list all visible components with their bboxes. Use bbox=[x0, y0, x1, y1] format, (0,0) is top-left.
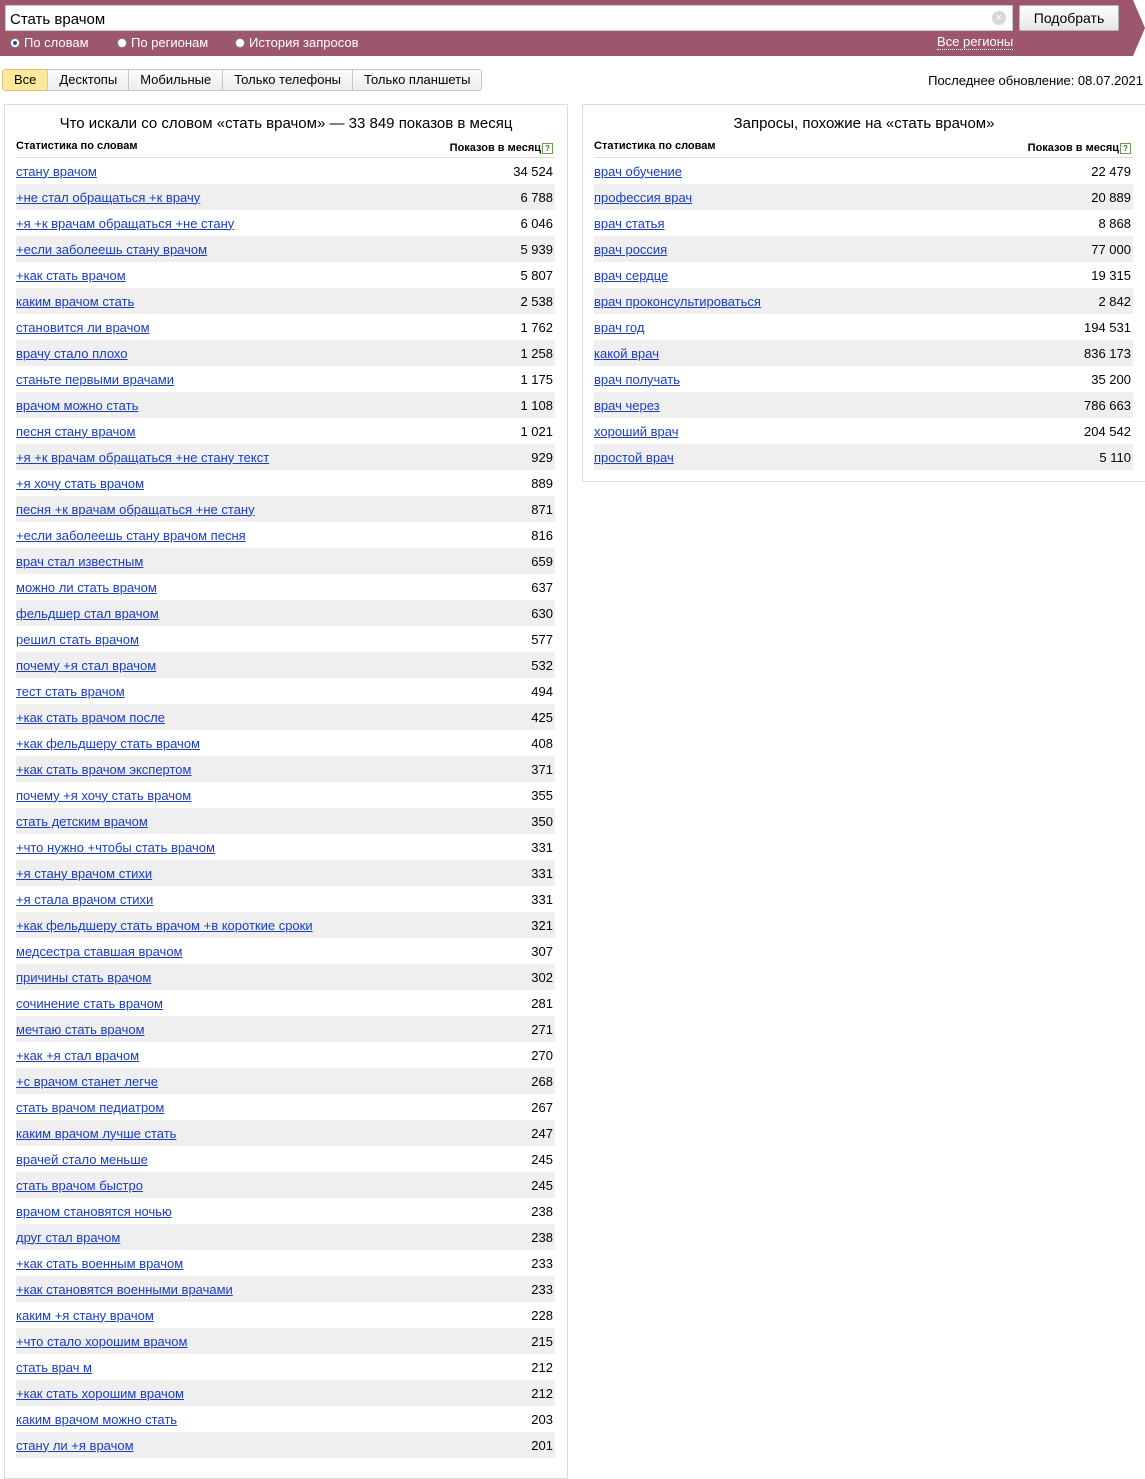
table-row bbox=[16, 1224, 555, 1250]
impressions-count: 1 258 bbox=[520, 345, 553, 361]
query-link[interactable]: врач год bbox=[594, 319, 645, 335]
search-input[interactable] bbox=[10, 9, 980, 29]
impressions-count: 204 542 bbox=[1084, 423, 1131, 439]
tab-desktops[interactable]: Десктопы bbox=[47, 69, 129, 91]
query-link[interactable]: врач россия bbox=[594, 241, 668, 257]
impressions-count: 35 200 bbox=[1091, 371, 1131, 387]
table-row bbox=[16, 496, 555, 522]
radio-label: История запросов bbox=[249, 35, 359, 50]
query-link[interactable]: +с врачом станет легче bbox=[16, 1073, 158, 1089]
query-link[interactable]: хороший врач bbox=[594, 423, 679, 439]
impressions-count: 201 bbox=[531, 1437, 553, 1453]
table-row bbox=[16, 574, 555, 600]
impressions-count: 577 bbox=[531, 631, 553, 647]
impressions-count: 5 807 bbox=[520, 267, 553, 283]
impressions-count: 245 bbox=[531, 1151, 553, 1167]
impressions-count: 331 bbox=[531, 839, 553, 855]
query-link[interactable]: простой врач bbox=[594, 449, 674, 465]
column-header-label: Показов в месяц bbox=[449, 142, 541, 154]
submit-button[interactable]: Подобрать bbox=[1019, 5, 1119, 31]
table-row bbox=[16, 626, 555, 652]
table-row bbox=[16, 1016, 555, 1042]
query-link[interactable]: +как +я стал врачом bbox=[16, 1047, 140, 1063]
table-row bbox=[16, 1302, 555, 1328]
query-link[interactable]: почему +я хочу стать врачом bbox=[16, 787, 192, 803]
impressions-count: 203 bbox=[531, 1411, 553, 1427]
table-row bbox=[16, 288, 555, 314]
tab-all[interactable]: Все bbox=[2, 69, 48, 91]
impressions-count: 5 110 bbox=[1099, 449, 1131, 465]
impressions-count: 659 bbox=[531, 553, 553, 569]
similar-list bbox=[594, 157, 1133, 470]
words-panel bbox=[4, 104, 568, 1479]
table-row bbox=[16, 392, 555, 418]
impressions-count: 889 bbox=[531, 475, 553, 491]
query-link[interactable]: +если заболеешь стану врачом песня bbox=[16, 527, 246, 543]
query-link[interactable]: врачом становятся ночью bbox=[16, 1203, 172, 1219]
similar-panel bbox=[582, 104, 1145, 482]
table-row bbox=[16, 1094, 555, 1120]
table-row bbox=[594, 314, 1133, 340]
table-row bbox=[594, 392, 1133, 418]
radio-by-words[interactable] bbox=[10, 35, 89, 50]
table-row bbox=[16, 1068, 555, 1094]
radio-label: По словам bbox=[24, 35, 89, 50]
search-header bbox=[0, 0, 1145, 56]
query-link[interactable]: +как стать врачом после bbox=[16, 709, 165, 725]
tab-phones-only[interactable]: Только телефоны bbox=[222, 69, 353, 91]
table-row bbox=[16, 1250, 555, 1276]
table-row bbox=[16, 652, 555, 678]
query-link[interactable]: стану ли +я врачом bbox=[16, 1437, 134, 1453]
impressions-count: 233 bbox=[531, 1255, 553, 1271]
column-header-impressions bbox=[450, 140, 553, 156]
query-link[interactable]: почему +я стал врачом bbox=[16, 657, 157, 673]
query-link[interactable]: стать врачом быстро bbox=[16, 1177, 143, 1193]
table-row bbox=[16, 366, 555, 392]
impressions-count: 1 108 bbox=[520, 397, 553, 413]
table-row bbox=[16, 1276, 555, 1302]
query-link[interactable]: стать врачом педиатром bbox=[16, 1099, 165, 1115]
query-link[interactable]: +я +к врачам обращаться +не стану текст bbox=[16, 449, 270, 465]
query-link[interactable]: друг стал врачом bbox=[16, 1229, 121, 1245]
query-link[interactable]: +как фельдшеру стать врачом +в короткие сроки bbox=[16, 917, 313, 933]
query-link[interactable]: стать детским врачом bbox=[16, 813, 148, 829]
impressions-count: 929 bbox=[531, 449, 553, 465]
query-link[interactable]: врач получать bbox=[594, 371, 680, 387]
query-link[interactable]: сочинение стать врачом bbox=[16, 995, 163, 1011]
table-row bbox=[16, 1172, 555, 1198]
query-link[interactable]: каким врачом можно стать bbox=[16, 1411, 178, 1427]
search-box[interactable] bbox=[5, 5, 1013, 31]
impressions-count: 247 bbox=[531, 1125, 553, 1141]
query-link[interactable]: стану врачом bbox=[16, 163, 97, 179]
table-row bbox=[16, 1042, 555, 1068]
impressions-count: 270 bbox=[531, 1047, 553, 1063]
table-row bbox=[16, 678, 555, 704]
radio-dot bbox=[235, 38, 245, 48]
table-row bbox=[16, 964, 555, 990]
query-link[interactable]: врач обучение bbox=[594, 163, 683, 179]
table-row bbox=[594, 184, 1133, 210]
impressions-count: 238 bbox=[531, 1229, 553, 1245]
table-row bbox=[16, 756, 555, 782]
table-row bbox=[16, 782, 555, 808]
table-row bbox=[16, 548, 555, 574]
table-row bbox=[16, 1120, 555, 1146]
impressions-count: 267 bbox=[531, 1099, 553, 1115]
impressions-count: 6 046 bbox=[520, 215, 553, 231]
impressions-count: 19 315 bbox=[1091, 267, 1131, 283]
impressions-count: 331 bbox=[531, 891, 553, 907]
impressions-count: 1 762 bbox=[520, 319, 553, 335]
table-row bbox=[16, 262, 555, 288]
table-row bbox=[594, 418, 1133, 444]
impressions-count: 630 bbox=[531, 605, 553, 621]
table-row bbox=[16, 444, 555, 470]
radio-history[interactable] bbox=[235, 35, 359, 50]
impressions-count: 228 bbox=[531, 1307, 553, 1323]
query-link[interactable]: +как стать врачом экспертом bbox=[16, 761, 192, 777]
query-link[interactable]: врач сердце bbox=[594, 267, 669, 283]
column-header-impressions bbox=[1028, 140, 1131, 156]
query-link[interactable]: причины стать врачом bbox=[16, 969, 152, 985]
query-link[interactable]: каким +я стану врачом bbox=[16, 1307, 154, 1323]
impressions-count: 281 bbox=[531, 995, 553, 1011]
table-row bbox=[16, 938, 555, 964]
panel-title: Запросы, похожие на «стать врачом» bbox=[733, 115, 995, 132]
query-link[interactable]: +что нужно +чтобы стать врачом bbox=[16, 839, 215, 855]
table-row bbox=[16, 886, 555, 912]
query-link[interactable]: +если заболеешь стану врачом bbox=[16, 241, 208, 257]
impressions-count: 321 bbox=[531, 917, 553, 933]
query-link[interactable]: врач стал известным bbox=[16, 553, 144, 569]
impressions-count: 233 bbox=[531, 1281, 553, 1297]
impressions-count: 871 bbox=[531, 501, 553, 517]
impressions-count: 371 bbox=[531, 761, 553, 777]
table-row bbox=[594, 236, 1133, 262]
impressions-count: 331 bbox=[531, 865, 553, 881]
impressions-count: 77 000 bbox=[1091, 241, 1131, 257]
table-row bbox=[16, 1328, 555, 1354]
clear-icon[interactable]: × bbox=[992, 11, 1006, 25]
device-tabs bbox=[2, 69, 482, 91]
impressions-count: 194 531 bbox=[1084, 319, 1131, 335]
query-link[interactable]: медсестра ставшая врачом bbox=[16, 943, 183, 959]
help-icon[interactable]: ? bbox=[542, 143, 553, 154]
query-link[interactable]: каким врачом лучше стать bbox=[16, 1125, 177, 1141]
radio-dot bbox=[10, 38, 20, 48]
query-link[interactable]: +я хочу стать врачом bbox=[16, 475, 145, 491]
query-link[interactable]: становится ли врачом bbox=[16, 319, 150, 335]
tab-mobile[interactable]: Мобильные bbox=[128, 69, 223, 91]
table-row bbox=[16, 1432, 555, 1458]
impressions-count: 2 538 bbox=[520, 293, 553, 309]
impressions-count: 212 bbox=[531, 1359, 553, 1375]
table-row bbox=[16, 522, 555, 548]
impressions-count: 408 bbox=[531, 735, 553, 751]
query-link[interactable]: +что стало хорошим врачом bbox=[16, 1333, 188, 1349]
query-link[interactable]: профессия врач bbox=[594, 189, 693, 205]
impressions-count: 268 bbox=[531, 1073, 553, 1089]
words-list bbox=[16, 157, 555, 1458]
impressions-count: 494 bbox=[531, 683, 553, 699]
query-link[interactable]: мечтаю стать врачом bbox=[16, 1021, 145, 1037]
impressions-count: 786 663 bbox=[1084, 397, 1131, 413]
table-row bbox=[16, 1406, 555, 1432]
table-row bbox=[16, 184, 555, 210]
impressions-count: 2 842 bbox=[1098, 293, 1131, 309]
query-link[interactable]: какой врач bbox=[594, 345, 659, 361]
query-link[interactable]: +как стать военным врачом bbox=[16, 1255, 184, 1271]
impressions-count: 271 bbox=[531, 1021, 553, 1037]
impressions-count: 425 bbox=[531, 709, 553, 725]
query-link[interactable]: +как фельдшеру стать врачом bbox=[16, 735, 200, 751]
impressions-count: 355 bbox=[531, 787, 553, 803]
table-row bbox=[16, 860, 555, 886]
table-row bbox=[16, 990, 555, 1016]
query-link[interactable]: +как становятся военными врачами bbox=[16, 1281, 233, 1297]
impressions-count: 238 bbox=[531, 1203, 553, 1219]
table-row bbox=[16, 834, 555, 860]
table-row bbox=[594, 340, 1133, 366]
table-row bbox=[16, 210, 555, 236]
impressions-count: 6 788 bbox=[520, 189, 553, 205]
query-link[interactable]: +как стать хорошим врачом bbox=[16, 1385, 184, 1401]
table-row bbox=[16, 808, 555, 834]
query-link[interactable]: +я стану врачом стихи bbox=[16, 865, 153, 881]
table-row bbox=[16, 314, 555, 340]
tab-tablets-only[interactable]: Только планшеты bbox=[352, 69, 482, 91]
query-link[interactable]: врач проконсультироваться bbox=[594, 293, 761, 309]
table-row bbox=[16, 418, 555, 444]
impressions-count: 532 bbox=[531, 657, 553, 673]
query-link[interactable]: врачей стало меньше bbox=[16, 1151, 148, 1167]
impressions-count: 1 021 bbox=[520, 423, 553, 439]
table-row bbox=[16, 1380, 555, 1406]
table-row bbox=[594, 158, 1133, 184]
table-row bbox=[16, 236, 555, 262]
all-regions-link[interactable]: Все регионы bbox=[937, 34, 1014, 49]
table-row bbox=[594, 262, 1133, 288]
column-header-words: Статистика по словам bbox=[16, 140, 138, 152]
impressions-count: 5 939 bbox=[520, 241, 553, 257]
panel-title: Что искали со словом «стать врачом» — 33 849 показов в месяц bbox=[59, 115, 513, 132]
table-row bbox=[16, 340, 555, 366]
query-link[interactable]: тест стать врачом bbox=[16, 683, 125, 699]
table-row bbox=[16, 730, 555, 756]
impressions-count: 212 bbox=[531, 1385, 553, 1401]
help-icon[interactable]: ? bbox=[1120, 143, 1131, 154]
table-row bbox=[594, 444, 1133, 470]
impressions-count: 307 bbox=[531, 943, 553, 959]
impressions-count: 215 bbox=[531, 1333, 553, 1349]
radio-label: По регионам bbox=[131, 35, 209, 50]
query-link[interactable]: врачу стало плохо bbox=[16, 345, 128, 361]
column-header-label: Показов в месяц bbox=[1027, 142, 1119, 154]
table-row bbox=[16, 1146, 555, 1172]
radio-by-regions[interactable] bbox=[117, 35, 208, 50]
query-link[interactable]: +я стала врачом стихи bbox=[16, 891, 154, 907]
query-link[interactable]: песня +к врачам обращаться +не стану bbox=[16, 501, 255, 517]
query-link[interactable]: можно ли стать врачом bbox=[16, 579, 157, 595]
table-row bbox=[16, 704, 555, 730]
query-link[interactable]: +как стать врачом bbox=[16, 267, 126, 283]
impressions-count: 816 bbox=[531, 527, 553, 543]
radio-dot bbox=[117, 38, 127, 48]
table-row bbox=[16, 158, 555, 184]
last-update: Последнее обновление: 08.07.2021 bbox=[928, 73, 1143, 88]
table-row bbox=[594, 288, 1133, 314]
table-row bbox=[16, 470, 555, 496]
impressions-count: 302 bbox=[531, 969, 553, 985]
table-row bbox=[594, 210, 1133, 236]
query-link[interactable]: врачом можно стать bbox=[16, 397, 139, 413]
impressions-count: 8 868 bbox=[1098, 215, 1131, 231]
table-row bbox=[594, 366, 1133, 392]
impressions-count: 350 bbox=[531, 813, 553, 829]
query-link[interactable]: врач через bbox=[594, 397, 660, 413]
table-row bbox=[16, 1354, 555, 1380]
impressions-count: 245 bbox=[531, 1177, 553, 1193]
query-link[interactable]: решил стать врачом bbox=[16, 631, 139, 647]
column-header-words: Статистика по словам bbox=[594, 140, 716, 152]
query-link[interactable]: каким врачом стать bbox=[16, 293, 135, 309]
impressions-count: 637 bbox=[531, 579, 553, 595]
table-row bbox=[16, 1198, 555, 1224]
table-row bbox=[16, 600, 555, 626]
query-link[interactable]: станьте первыми врачами bbox=[16, 371, 174, 387]
query-link[interactable]: +не стал обращаться +к врачу bbox=[16, 189, 201, 205]
impressions-count: 836 173 bbox=[1084, 345, 1131, 361]
impressions-count: 1 175 bbox=[520, 371, 553, 387]
query-link[interactable]: +я +к врачам обращаться +не стану bbox=[16, 215, 235, 231]
query-link[interactable]: песня стану врачом bbox=[16, 423, 136, 439]
query-link[interactable]: врач статья bbox=[594, 215, 665, 231]
impressions-count: 34 524 bbox=[513, 163, 553, 179]
query-link[interactable]: стать врач м bbox=[16, 1359, 92, 1375]
query-link[interactable]: фельдшер стал врачом bbox=[16, 605, 159, 621]
impressions-count: 22 479 bbox=[1091, 163, 1131, 179]
impressions-count: 20 889 bbox=[1091, 189, 1131, 205]
table-row bbox=[16, 912, 555, 938]
